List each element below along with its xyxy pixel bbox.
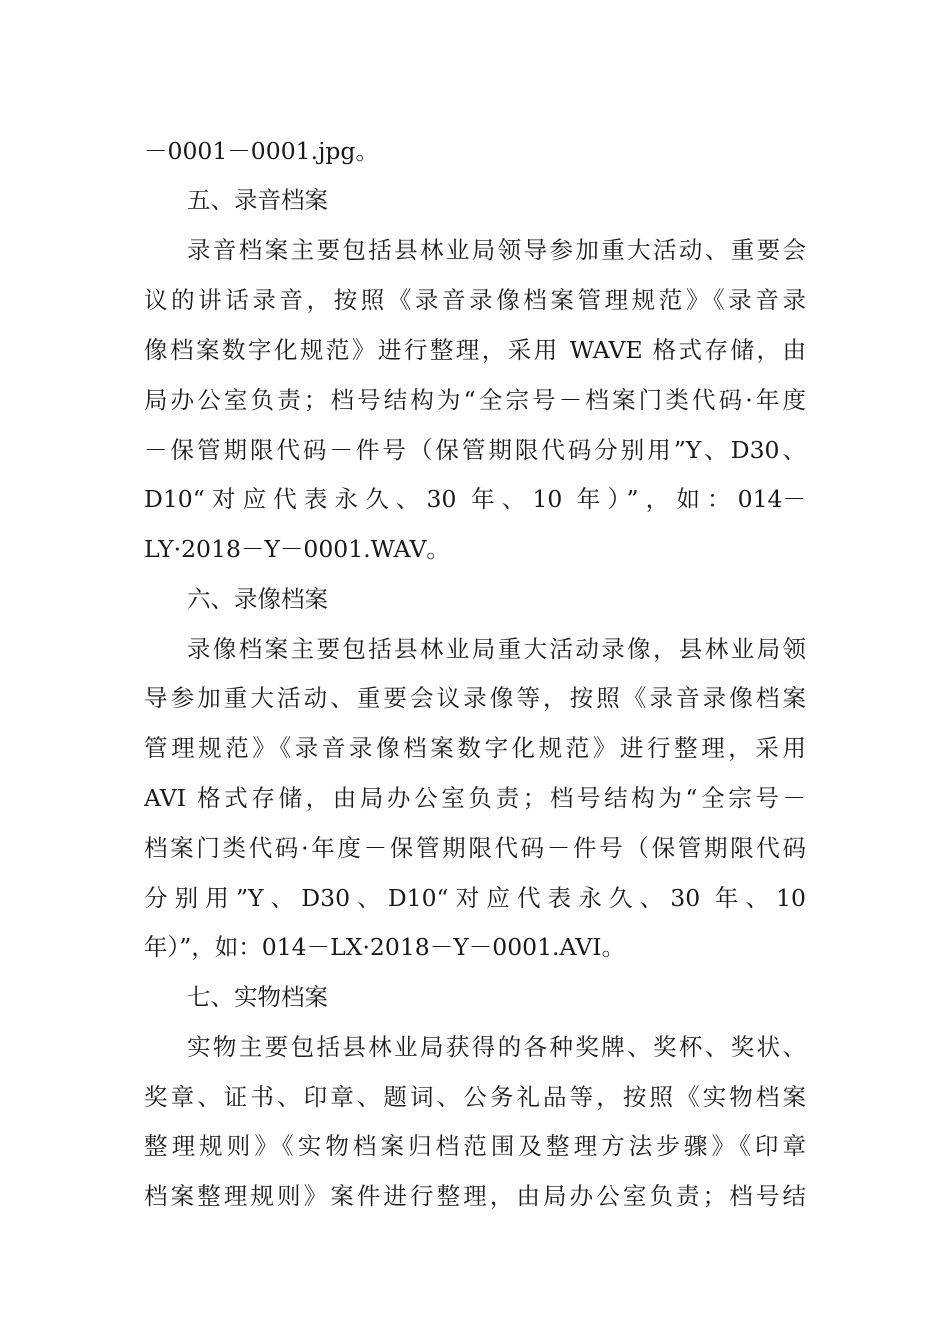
text-line: 议的讲话录音，按照《录音录像档案管理规范》《录音录: [144, 286, 806, 314]
section-heading-audio: 五、录音档案: [187, 186, 328, 214]
section-heading-physical: 七、实物档案: [187, 983, 328, 1011]
text-line: 导参加重大活动、重要会议录像等，按照《录音录像档案: [144, 684, 806, 712]
text-line: D10“对应代表永久、30 年、10 年）”，如：014－: [144, 485, 806, 513]
section-heading-video: 六、录像档案: [187, 585, 328, 613]
text-line: 整理规则》《实物档案归档范围及整理方法步骤》《印章: [144, 1132, 806, 1160]
text-line: 奖章、证书、印章、题词、公务礼品等，按照《实物档案: [144, 1083, 806, 1111]
text-line: LY·2018－Y－0001.WAV。: [144, 535, 450, 563]
text-line: 像档案数字化规范》进行整理，采用 WAVE 格式存储，由: [144, 336, 806, 364]
text-line: －0001－0001.jpg。: [144, 137, 379, 165]
text-line: 年）”，如：014－LX·2018－Y－0001.AVI。: [144, 933, 626, 961]
text-line: 档案门类代码·年度－保管期限代码－件号（保管期限代码: [144, 834, 806, 862]
text-line: 管理规范》《录音录像档案数字化规范》进行整理，采用: [144, 734, 806, 762]
text-line: 录音档案主要包括县林业局领导参加重大活动、重要会: [187, 236, 806, 264]
text-line: －保管期限代码－件号（保管期限代码分别用”Y、D30、: [144, 436, 806, 464]
text-line: 录像档案主要包括县林业局重大活动录像，县林业局领: [187, 635, 806, 663]
text-line: AVI 格式存储，由局办公室负责；档号结构为“全宗号－: [144, 784, 806, 812]
text-line: 分别用”Y、D30、D10“对应代表永久、30 年、10: [144, 884, 806, 912]
text-line: 实物主要包括县林业局获得的各种奖牌、奖杯、奖状、: [187, 1033, 806, 1061]
text-line: 局办公室负责；档号结构为“全宗号－档案门类代码·年度: [144, 386, 806, 414]
text-line: 档案整理规则》案件进行整理，由局办公室负责；档号结: [144, 1182, 806, 1210]
